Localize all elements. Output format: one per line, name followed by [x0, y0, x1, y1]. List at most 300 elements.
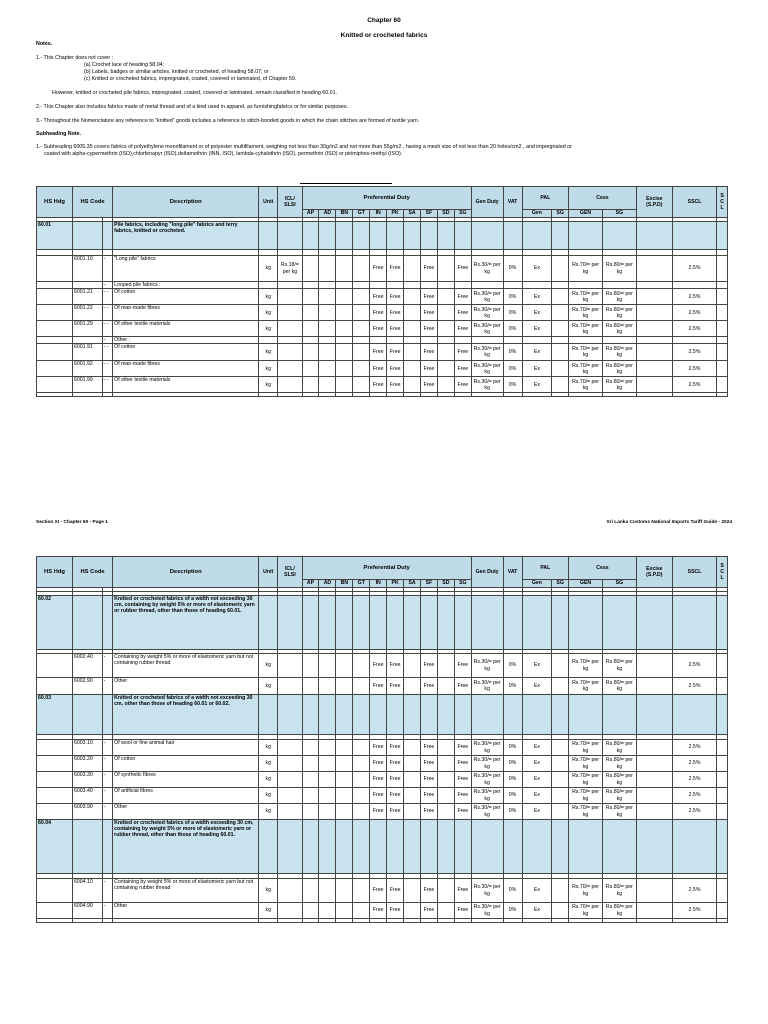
hs-code: 6002.40	[72, 654, 102, 678]
gen-duty: Rs.30/= per kg	[471, 903, 503, 919]
unit: kg	[259, 321, 278, 337]
cess-gen: Rs.70/= per kg	[569, 756, 603, 772]
col-gt: GT	[353, 580, 370, 588]
table-row	[37, 804, 728, 820]
unit: kg	[259, 740, 278, 756]
pref-sf: Free	[421, 289, 438, 305]
note-2: 2.- This Chapter also includes fabrics made of metal thread and of a kind used in apparel, as furnishingfabrics or for similar purposes.	[36, 104, 348, 110]
hs-code: 6003.90	[72, 804, 102, 820]
pref-pk: Free	[387, 377, 404, 393]
indent-dash: - -	[102, 289, 113, 305]
pref-sf: Free	[421, 654, 438, 678]
item-description: Other	[113, 678, 259, 695]
sscl: 2.5%	[672, 772, 716, 788]
gen-duty: Rs.30/= per kg	[471, 361, 503, 377]
col-sa: SA	[404, 580, 421, 588]
cess-gen: Rs.70/= per kg	[569, 788, 603, 804]
sscl: 2.5%	[672, 788, 716, 804]
indent-dash: -	[102, 256, 113, 282]
sscl: 2.5%	[672, 903, 716, 919]
col-ap: AP	[302, 210, 319, 218]
col-preferential-duty: Preferential Duty	[302, 557, 471, 580]
pref-sg: Free	[454, 788, 471, 804]
pref-pk: Free	[387, 289, 404, 305]
col-vat: VAT	[503, 557, 522, 588]
col-cess: Cess	[569, 557, 637, 580]
col-pal-sg: SG	[552, 210, 569, 218]
gen-duty: Rs.30/= per kg	[471, 678, 503, 695]
table-row	[37, 321, 728, 337]
gen-duty: Rs.30/= per kg	[471, 879, 503, 903]
indent-dash: - -	[102, 361, 113, 377]
vat: 0%	[503, 256, 522, 282]
table-row	[37, 756, 728, 772]
pref-sf: Free	[421, 740, 438, 756]
col-icl: ICL/ SLSI	[278, 557, 302, 588]
col-sf: SF	[421, 580, 438, 588]
col-pk: PK	[387, 210, 404, 218]
cess-gen: Rs.70/= per kg	[569, 678, 603, 695]
heading-row-6003	[37, 695, 728, 735]
unit: kg	[259, 772, 278, 788]
gen-duty: Rs.30/= per kg	[471, 289, 503, 305]
cess-gen: Rs.70/= per kg	[569, 377, 603, 393]
pref-in: Free	[370, 256, 387, 282]
item-description: Other	[113, 804, 259, 820]
pal-gen: Ex	[522, 740, 552, 756]
pref-sg: Free	[454, 654, 471, 678]
table-row	[37, 903, 728, 919]
note-3: 3.- Throughout the Nomenclature any reference to "knitted" goods includes a reference to stitch-bonded goods in which the chain stitches are formed of textile yarn.	[36, 118, 420, 124]
pref-sg: Free	[454, 903, 471, 919]
pal-gen: Ex	[522, 377, 552, 393]
item-description: Of man-made fibres	[113, 361, 259, 377]
pref-sg: Free	[454, 772, 471, 788]
cess-sg: Rs.80/= per kg	[602, 654, 636, 678]
cess-sg: Rs.80/= per kg	[602, 344, 636, 361]
pal-gen: Ex	[522, 788, 552, 804]
pref-in: Free	[370, 361, 387, 377]
pref-sg: Free	[454, 804, 471, 820]
indent-dash: - -	[102, 321, 113, 337]
table-row	[37, 879, 728, 903]
col-pal: PAL	[522, 557, 569, 580]
col-vat: VAT	[503, 187, 522, 218]
col-unit: Unit	[259, 187, 278, 218]
cess-gen: Rs.70/= per kg	[569, 903, 603, 919]
tariff-table-page-2	[36, 556, 728, 923]
sscl: 2.5%	[672, 879, 716, 903]
item-description: Of wool or fine animal hair	[113, 740, 259, 756]
pal-gen: Ex	[522, 772, 552, 788]
table-header-row	[37, 557, 728, 580]
pref-in: Free	[370, 903, 387, 919]
pref-pk: Free	[387, 772, 404, 788]
pal-gen: Ex	[522, 321, 552, 337]
cess-sg: Rs.80/= per kg	[602, 804, 636, 820]
pal-gen: Ex	[522, 361, 552, 377]
subgroup-row	[37, 337, 728, 344]
col-gt: GT	[353, 210, 370, 218]
indent-dash: -	[102, 772, 113, 788]
col-hs-hdg: HS Hdg	[37, 557, 73, 588]
cess-sg: Rs.80/= per kg	[602, 756, 636, 772]
pref-in: Free	[370, 756, 387, 772]
col-sg: SG	[454, 580, 471, 588]
vat: 0%	[503, 361, 522, 377]
pref-in: Free	[370, 305, 387, 321]
vat: 0%	[503, 740, 522, 756]
chapter-title: Chapter 60	[367, 17, 401, 24]
item-description: Of cotton	[113, 289, 259, 305]
unit: kg	[259, 879, 278, 903]
sscl: 2.5%	[672, 321, 716, 337]
pal-gen: Ex	[522, 879, 552, 903]
note-1d: However, knitted or crocheted pile fabrics, impregnated, coated, covered or laminated, remain classified in heading 60.01.	[52, 90, 338, 96]
table-header-row	[37, 187, 728, 210]
table-row	[37, 289, 728, 305]
indent-dash: -	[102, 337, 113, 344]
vat: 0%	[503, 377, 522, 393]
pref-sf: Free	[421, 678, 438, 695]
col-sscl: SSCL	[672, 187, 716, 218]
col-pal-gen: Gen	[522, 210, 552, 218]
pref-sg: Free	[454, 344, 471, 361]
pref-sf: Free	[421, 377, 438, 393]
pref-sf: Free	[421, 756, 438, 772]
vat: 0%	[503, 305, 522, 321]
col-ad: AD	[319, 210, 336, 218]
unit: kg	[259, 903, 278, 919]
col-description: Description	[113, 187, 259, 218]
pref-in: Free	[370, 879, 387, 903]
unit: kg	[259, 804, 278, 820]
notes-section	[36, 41, 736, 158]
gen-duty: Rs.30/= per kg	[471, 772, 503, 788]
heading-number: 60.02	[37, 596, 73, 650]
pref-sg: Free	[454, 879, 471, 903]
pref-sg: Free	[454, 361, 471, 377]
subgroup-label: Looped pile fabrics :	[113, 282, 259, 289]
pref-pk: Free	[387, 804, 404, 820]
hs-code: 6001.91	[72, 344, 102, 361]
heading-row-6002	[37, 596, 728, 650]
col-ad: AD	[319, 580, 336, 588]
vat: 0%	[503, 289, 522, 305]
cess-sg: Rs.80/= per kg	[602, 361, 636, 377]
pref-sf: Free	[421, 903, 438, 919]
gen-duty: Rs.30/= per kg	[471, 756, 503, 772]
col-pal-gen: Gen	[522, 580, 552, 588]
item-description: Of cotton	[113, 756, 259, 772]
cess-sg: Rs.80/= per kg	[602, 321, 636, 337]
col-excise: Excise (S.P.D)	[636, 557, 672, 588]
indent-dash: -	[102, 654, 113, 678]
cess-sg: Rs.80/= per kg	[602, 903, 636, 919]
unit: kg	[259, 361, 278, 377]
sscl: 2.5%	[672, 377, 716, 393]
note-1a: (a) Crochet lace of heading 58.04;	[84, 62, 165, 68]
pref-pk: Free	[387, 344, 404, 361]
table-row	[37, 654, 728, 678]
note-1b: (b) Labels, badges or similar articles, knitted or crocheted, of heading 58.07; or	[84, 69, 269, 75]
heading-number: 60.01	[37, 222, 73, 250]
sscl: 2.5%	[672, 344, 716, 361]
pref-pk: Free	[387, 305, 404, 321]
unit: kg	[259, 756, 278, 772]
heading-row-6004	[37, 820, 728, 874]
indent-dash: -	[102, 282, 113, 289]
cess-gen: Rs.70/= per kg	[569, 289, 603, 305]
vat: 0%	[503, 772, 522, 788]
pref-in: Free	[370, 804, 387, 820]
vat: 0%	[503, 321, 522, 337]
pref-sg: Free	[454, 377, 471, 393]
footer-left: Section XI - Chapter 60 - Page 1	[36, 520, 108, 525]
hs-code: 6004.90	[72, 903, 102, 919]
heading-description: Knitted or crocheted fabrics of a width not exceeding 30 cm, other than those of heading 60.01 or 60.02.	[113, 695, 259, 735]
item-description: Of other textile materials	[113, 377, 259, 393]
separator-line	[300, 183, 392, 184]
pref-sf: Free	[421, 305, 438, 321]
cess-gen: Rs.70/= per kg	[569, 305, 603, 321]
hs-code: 6003.20	[72, 756, 102, 772]
sscl: 2.5%	[672, 804, 716, 820]
heading-number: 60.04	[37, 820, 73, 874]
cess-sg: Rs.80/= per kg	[602, 879, 636, 903]
sscl: 2.5%	[672, 756, 716, 772]
col-pal-sg: SG	[552, 580, 569, 588]
col-hs-code: HS Code	[72, 187, 112, 218]
hs-code: 6001.99	[72, 377, 102, 393]
cess-gen: Rs.70/= per kg	[569, 361, 603, 377]
pref-pk: Free	[387, 788, 404, 804]
pref-sg: Free	[454, 740, 471, 756]
item-description: Of other textile materials	[113, 321, 259, 337]
cess-sg: Rs.80/= per kg	[602, 289, 636, 305]
pref-pk: Free	[387, 678, 404, 695]
unit: kg	[259, 289, 278, 305]
pal-gen: Ex	[522, 256, 552, 282]
hs-code: 6002.90	[72, 678, 102, 695]
indent-dash: -	[102, 788, 113, 804]
indent-dash: -	[102, 804, 113, 820]
spacer-row	[37, 919, 728, 923]
pref-in: Free	[370, 772, 387, 788]
pref-sf: Free	[421, 361, 438, 377]
pref-in: Free	[370, 344, 387, 361]
col-description: Description	[113, 557, 259, 588]
pal-gen: Ex	[522, 654, 552, 678]
vat: 0%	[503, 678, 522, 695]
hs-code: 6003.10	[72, 740, 102, 756]
cess-gen: Rs.70/= per kg	[569, 344, 603, 361]
col-excise: Excise (S.P.D)	[636, 187, 672, 218]
tariff-table-page-1	[36, 186, 728, 397]
unit: kg	[259, 377, 278, 393]
indent-dash: -	[102, 879, 113, 903]
col-sg: SG	[454, 210, 471, 218]
subheading-note-1b: coated with alpha-cypermethrin (ISO),chlorfenapyr (ISO),deltamethrin (INN, ISO), lambda-cyhalothrin (ISO), permethrin (ISO) or pirimiphos-methyl (ISO).	[44, 151, 403, 157]
pref-sg: Free	[454, 678, 471, 695]
col-preferential-duty: Preferential Duty	[302, 187, 471, 210]
pref-pk: Free	[387, 740, 404, 756]
col-sa: SA	[404, 210, 421, 218]
cess-gen: Rs.70/= per kg	[569, 256, 603, 282]
cess-gen: Rs.70/= per kg	[569, 879, 603, 903]
col-sscl: SSCL	[672, 557, 716, 588]
col-in: IN	[370, 210, 387, 218]
pref-in: Free	[370, 377, 387, 393]
cess-gen: Rs.70/= per kg	[569, 772, 603, 788]
col-cess-sg: SG	[602, 580, 636, 588]
hs-code: 6001.92	[72, 361, 102, 377]
gen-duty: Rs.30/= per kg	[471, 654, 503, 678]
vat: 0%	[503, 879, 522, 903]
indent-dash: -	[102, 740, 113, 756]
pref-pk: Free	[387, 756, 404, 772]
unit: kg	[259, 305, 278, 321]
gen-duty: Rs.30/= per kg	[471, 788, 503, 804]
pref-pk: Free	[387, 361, 404, 377]
pal-gen: Ex	[522, 756, 552, 772]
pref-sf: Free	[421, 772, 438, 788]
sscl: 2.5%	[672, 678, 716, 695]
pref-sf: Free	[421, 344, 438, 361]
cess-sg: Rs.80/= per kg	[602, 256, 636, 282]
gen-duty: Rs.30/= per kg	[471, 804, 503, 820]
sscl: 2.5%	[672, 654, 716, 678]
icl-slsi: Rs.18/= per kg	[278, 256, 302, 282]
vat: 0%	[503, 756, 522, 772]
hs-code: 6001.29	[72, 321, 102, 337]
subheading-note-1a: 1.- Subheading 6005.35 covers fabrics of polyethylene monofilament or of polyester multifilament, weighing not less than 30g/m2 and not more than 55g/m2 , having a mesh size of not less than 20 holes/cm2 , and impregnated or	[36, 144, 572, 150]
item-description: Of synthetic fibres	[113, 772, 259, 788]
item-description: Other	[113, 903, 259, 919]
heading-description: Pile fabrics, including "long pile" fabrics and terry fabrics, knitted or crocheted.	[113, 222, 259, 250]
heading-row-6001	[37, 222, 728, 250]
pref-in: Free	[370, 289, 387, 305]
pref-in: Free	[370, 678, 387, 695]
col-unit: Unit	[259, 557, 278, 588]
pal-gen: Ex	[522, 344, 552, 361]
table-row	[37, 361, 728, 377]
indent-dash: -	[102, 678, 113, 695]
col-pk: PK	[387, 580, 404, 588]
cess-sg: Rs.80/= per kg	[602, 377, 636, 393]
sscl: 2.5%	[672, 305, 716, 321]
pref-sg: Free	[454, 289, 471, 305]
pal-gen: Ex	[522, 678, 552, 695]
unit: kg	[259, 256, 278, 282]
unit: kg	[259, 678, 278, 695]
pref-sf: Free	[421, 321, 438, 337]
col-in: IN	[370, 580, 387, 588]
pref-sf: Free	[421, 804, 438, 820]
heading-number: 60.03	[37, 695, 73, 735]
indent-dash: -	[102, 903, 113, 919]
notes-heading: Notes.	[36, 41, 53, 47]
cess-sg: Rs.80/= per kg	[602, 740, 636, 756]
col-cess-gen: GEN	[569, 580, 603, 588]
col-gen-duty: Gen Duty	[471, 187, 503, 218]
heading-description: Knitted or crocheted fabrics of a width not exceeding 30 cm, containing by weight 5% or more of elastomeric yarn or rubber thread, other than those of heading 60.01.	[113, 596, 259, 650]
pref-in: Free	[370, 740, 387, 756]
vat: 0%	[503, 903, 522, 919]
gen-duty: Rs.30/= per kg	[471, 256, 503, 282]
subheading-note-heading: Subheading Note.	[36, 131, 82, 137]
gen-duty: Rs.30/= per kg	[471, 740, 503, 756]
indent-dash: - -	[102, 344, 113, 361]
spacer-row	[37, 393, 728, 397]
cess-gen: Rs.70/= per kg	[569, 804, 603, 820]
table-row	[37, 772, 728, 788]
gen-duty: Rs.30/= per kg	[471, 321, 503, 337]
sscl: 2.5%	[672, 361, 716, 377]
gen-duty: Rs.30/= per kg	[471, 377, 503, 393]
col-hs-code: HS Code	[72, 557, 112, 588]
chapter-subtitle: Knitted or crocheted fabrics	[340, 32, 428, 39]
note-1c: (c) Knitted or crocheted fabrics, impregnated, coated, covered or laminated, of Chapter 59.	[84, 76, 297, 82]
pal-gen: Ex	[522, 289, 552, 305]
item-description: Of man-made fibres	[113, 305, 259, 321]
pref-pk: Free	[387, 256, 404, 282]
heading-description: Knitted or crocheted fabrics of a width exceeding 30 cm, containing by weight 5% or more of elastomeric yarn or rubber thread, other than those of heading 60.01.	[113, 820, 259, 874]
vat: 0%	[503, 804, 522, 820]
table-row	[37, 344, 728, 361]
hs-code: 6003.30	[72, 772, 102, 788]
cess-gen: Rs.70/= per kg	[569, 740, 603, 756]
col-cess-gen: GEN	[569, 210, 603, 218]
pref-sg: Free	[454, 756, 471, 772]
cess-sg: Rs.80/= per kg	[602, 772, 636, 788]
sscl: 2.5%	[672, 289, 716, 305]
hs-code: 6001.21	[72, 289, 102, 305]
vat: 0%	[503, 654, 522, 678]
vat: 0%	[503, 344, 522, 361]
cess-gen: Rs.70/= per kg	[569, 654, 603, 678]
col-sf: SF	[421, 210, 438, 218]
pal-gen: Ex	[522, 903, 552, 919]
item-description: "Long pile" fabrics	[113, 256, 259, 282]
sscl: 2.5%	[672, 740, 716, 756]
item-description: Containing by weight 5% or more of elastomeric yarn but not containing rubber thread	[113, 654, 259, 678]
cess-sg: Rs.80/= per kg	[602, 678, 636, 695]
pref-pk: Free	[387, 903, 404, 919]
pref-pk: Free	[387, 879, 404, 903]
cess-gen: Rs.70/= per kg	[569, 321, 603, 337]
table-row	[37, 788, 728, 804]
hs-code: 6004.10	[72, 879, 102, 903]
unit: kg	[259, 654, 278, 678]
col-scl: S C L	[717, 557, 728, 588]
col-cess: Cess	[569, 187, 637, 210]
pref-in: Free	[370, 321, 387, 337]
footer-right: Sri Lanka Customs National Imports Tariff Guide - 2024	[606, 520, 732, 525]
item-description: Containing by weight 5% or more of elastomeric yarn but not containing rubber thread	[113, 879, 259, 903]
cess-sg: Rs.80/= per kg	[602, 788, 636, 804]
pref-sf: Free	[421, 256, 438, 282]
subgroup-row	[37, 282, 728, 289]
col-ap: AP	[302, 580, 319, 588]
subgroup-label: Other :	[113, 337, 259, 344]
gen-duty: Rs.30/= per kg	[471, 344, 503, 361]
col-sd: SD	[437, 580, 454, 588]
col-hs-hdg: HS Hdg	[37, 187, 73, 218]
cess-sg: Rs.80/= per kg	[602, 305, 636, 321]
table-row	[37, 678, 728, 695]
pref-in: Free	[370, 788, 387, 804]
